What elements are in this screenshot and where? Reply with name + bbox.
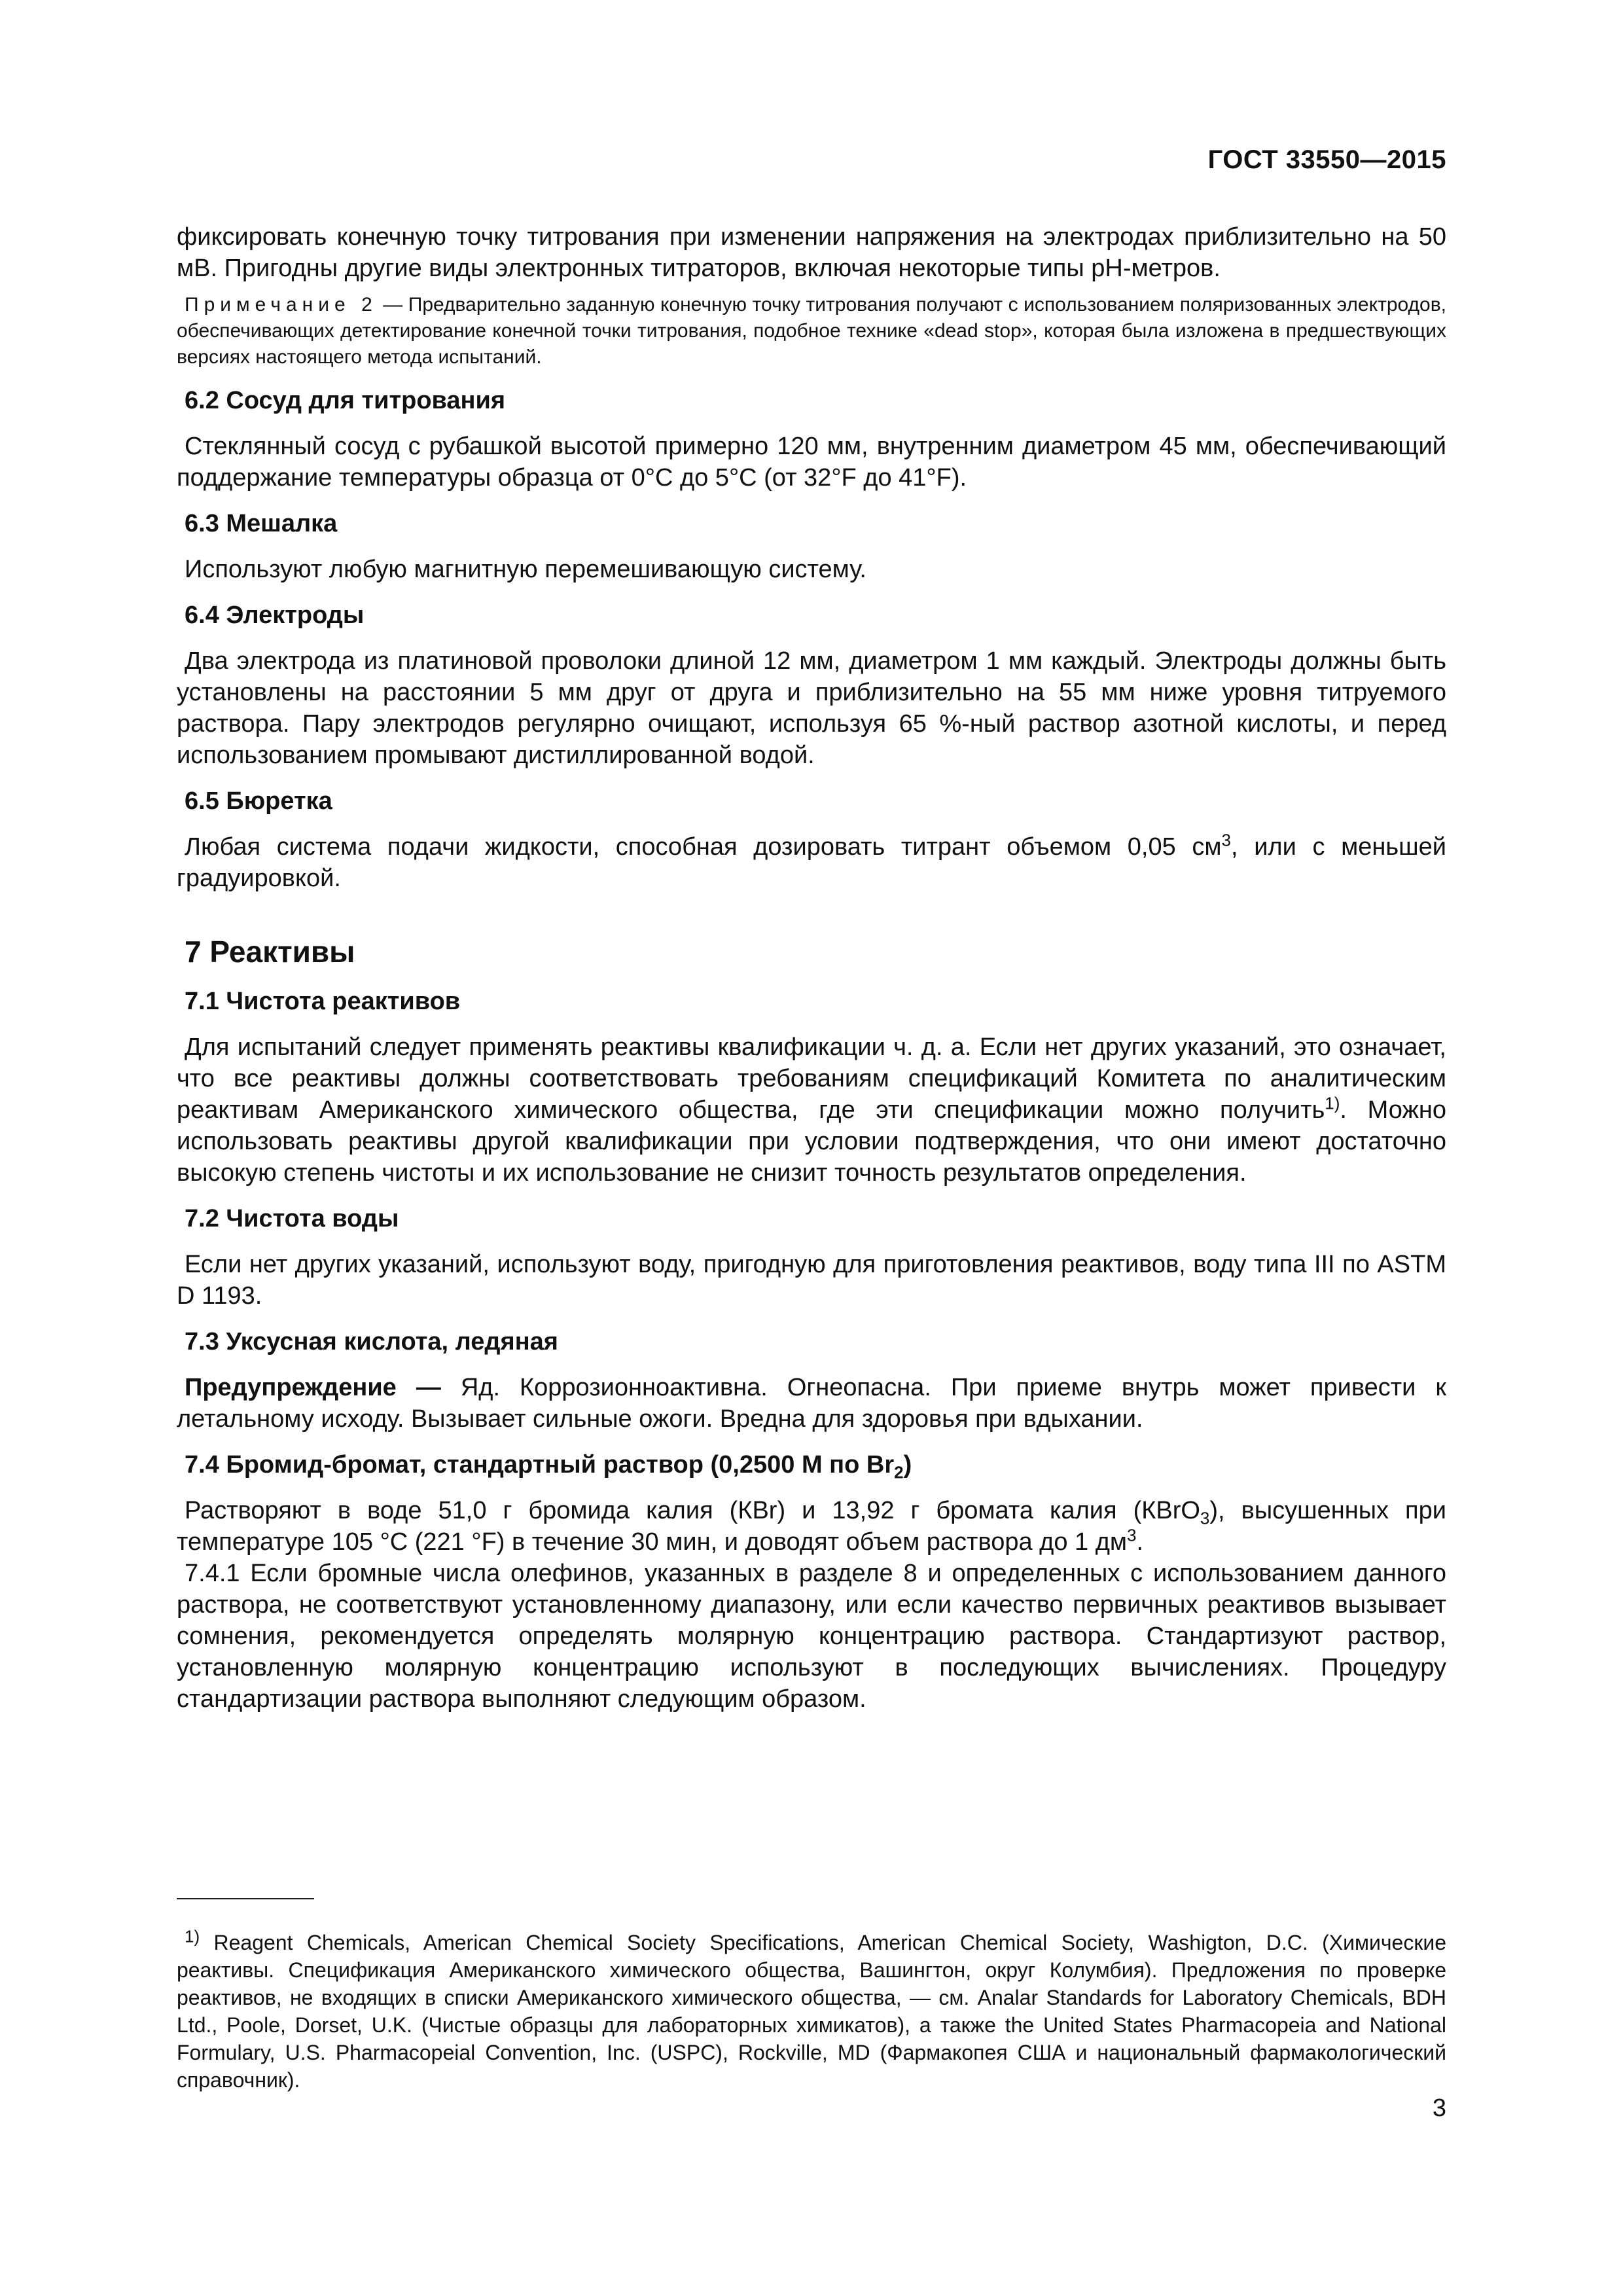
section-7-3-title: 7.3 Уксусная кислота, ледяная bbox=[185, 1328, 558, 1355]
note-2 bbox=[177, 292, 1446, 370]
footnote-1 bbox=[177, 1926, 1446, 2094]
section-6-2-text: Стеклянный сосуд с рубашкой высотой примерно 120 мм, внутренним диаметром 45 мм, обеспечивающий поддержание температуры образца от 0°С до 5°С (от 32°F до 41°F). bbox=[177, 433, 1446, 492]
section-7-2-title: 7.2 Чистота воды bbox=[185, 1205, 399, 1232]
footnote-ref: 1) bbox=[1325, 1093, 1340, 1113]
section-7-4-title: 7.4 Бромид-бромат, стандартный раствор (0,2500 М по $Br_2$) bbox=[185, 1451, 912, 1482]
section-6-5-title: 6.5 Бюретка bbox=[185, 787, 332, 815]
section-6-3-title: 6.3 Мешалка bbox=[185, 510, 338, 537]
section-6-4-title: 6.4 Электроды bbox=[185, 601, 365, 629]
warning-label: Предупреждение — bbox=[185, 1374, 441, 1401]
section-7-title: 7 Реактивы bbox=[185, 935, 355, 969]
document-header: ГОСТ 33550—2015 bbox=[1207, 145, 1446, 174]
section-7-1-text: Для испытаний следует применять реактивы квалификации ч. д. а. Если нет других указаний, это означает, что все реактивы должны соответствовать требованиям спецификаций Комитета по аналитическим реактивам Американского химического общества, где эти спецификации можно получить$^{1)}$. Можно использовать реактивы другой квалификации при условии подтверждения, что они имеют достаточно высокую степень чистоты и их использование не снизит точность результатов определения. bbox=[177, 1033, 1446, 1187]
document-body bbox=[177, 221, 1446, 1715]
footnote-text: Reagent Chemicals, American Chemical Society Specifications, American Chemical Society, Washigton, D.C. (Химические реактивы. Спецификация Американского химического общества, Вашингтон, округ Колумбия). Предложения по проверке реактивов, не входящих в списки Американского химического общества, — см. Analar Standards for Laboratory Chemicals, BDH Ltd., Poole, Dorset, U.K. (Чистые образцы для лабораторных химикатов), а также the United States Pharmacopeia and National Formulary, U.S. Pharmacopeial Convention, Inc. (USPC), Rockville, MD (Фармакопея США и национальный фармакологический справочник). bbox=[177, 1931, 1446, 2092]
note-label: Примечание 2 bbox=[185, 294, 378, 315]
page-number: 3 bbox=[1432, 2094, 1446, 2122]
section-7-4-1-text: 7.4.1 Если бромные числа олефинов, указанных в разделе 8 и определенных с использованием данного раствора, не соответствуют установленному диапазону, или если качество первичных реактивов вызывает сомнения, рекомендуется определять молярную концентрацию раствора. Стандартизуют раствор, установленную молярную концентрацию используют в последующих вычислениях. Процедуру стандартизации раствора выполняют следующим образом. bbox=[177, 1560, 1446, 1713]
note-text: — Предварительно заданную конечную точку титрования получают с использованием поляризованных электродов, обеспечивающих детектирование конечной точки титрования, подобное технике «dead stop», которая была изложена в предшествующих версиях настоящего метода испытаний. bbox=[177, 294, 1446, 368]
section-7-4-text: Растворяют в воде 51,0 г бромида калия (КВr) и 13,92 г бромата калия (КВrО$_3$), высушенных при температуре 105 °С (221 °F) в течение 30 мин, и доводят объем раствора до 1 $дм^3$. bbox=[177, 1497, 1446, 1556]
section-6-4-text: Два электрода из платиновой проволоки длиной 12 мм, диаметром 1 мм каждый. Электроды должны быть установлены на расстоянии 5 мм друг от друга и приблизительно на 55 мм ниже уровня титруемого раствора. Пару электродов регулярно очищают, используя 65 %-ный раствор азотной кислоты, и перед использованием промывают дистиллированной водой. bbox=[177, 647, 1446, 769]
section-6-2-title: 6.2 Сосуд для титрования bbox=[185, 387, 506, 414]
section-6-3-text: Используют любую магнитную перемешивающую систему. bbox=[185, 556, 866, 583]
footnote-divider bbox=[177, 1898, 314, 1899]
section-7-1-title: 7.1 Чистота реактивов bbox=[185, 988, 461, 1015]
intro-paragraph: фиксировать конечную точку титрования при изменении напряжения на электродах приблизительно на 50 мВ. Пригодны другие виды электронных титраторов, включая некоторые типы рН-метров. bbox=[177, 223, 1446, 282]
section-7-3-warning bbox=[177, 1372, 1446, 1435]
warning-text: Яд. Коррозионноактивна. Огнеопасна. При приеме внутрь может привести к летальному исходу. Вызывает сильные ожоги. Вредна для здоровья при вдыхании. bbox=[177, 1374, 1446, 1433]
footnote-mark: 1) bbox=[185, 1926, 200, 1946]
section-6-5-text: Любая система подачи жидкости, способная дозировать титрант объемом 0,05 $см^3$, или с меньшей градуировкой. bbox=[177, 830, 1446, 892]
section-7-2-text: Если нет других указаний, используют воду, пригодную для приготовления реактивов, воду типа III по ASTM D 1193. bbox=[177, 1251, 1446, 1310]
